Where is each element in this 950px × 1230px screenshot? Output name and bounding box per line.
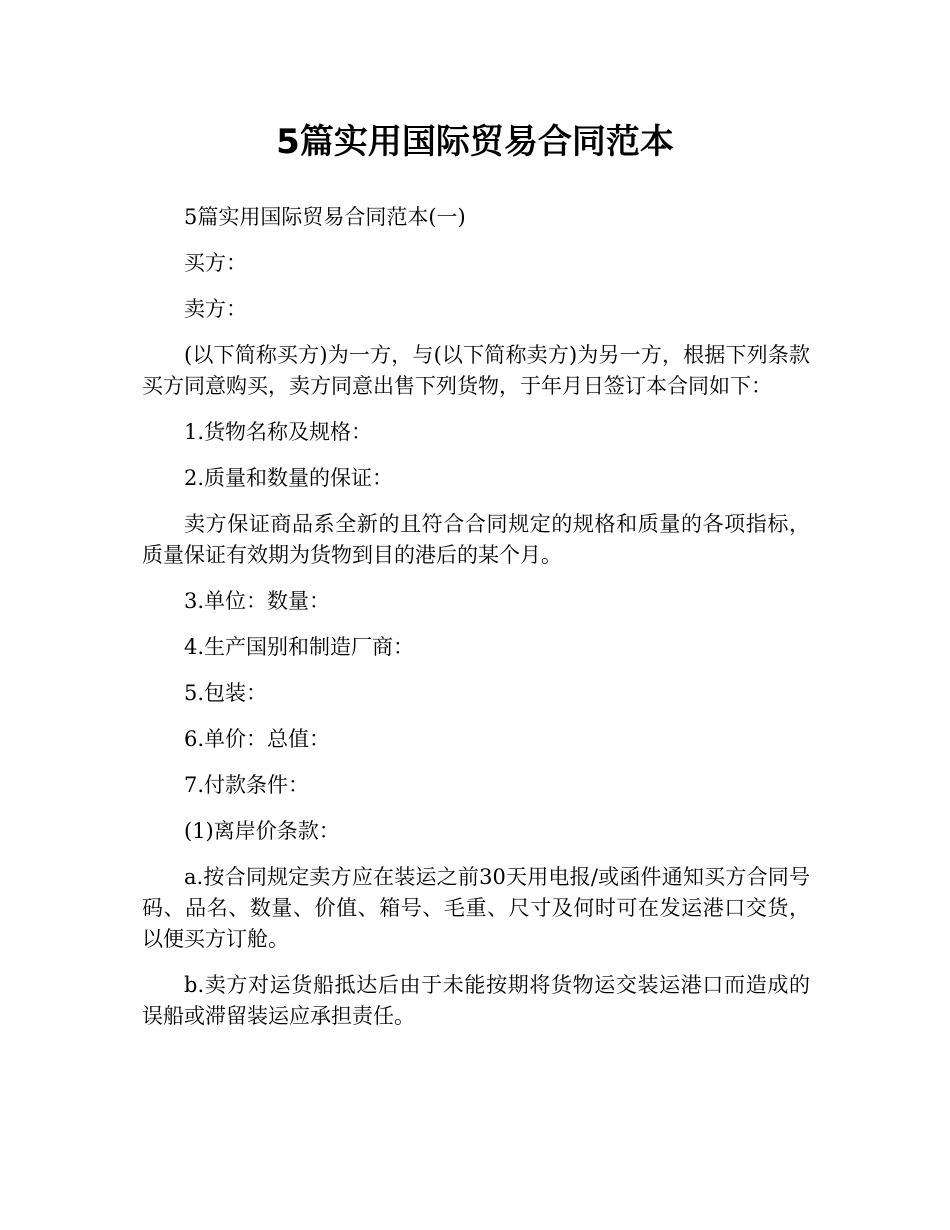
clause-goods-name: 1.货物名称及规格： [184,420,373,444]
document-body [142,202,810,1047]
subtitle-paragraph: 5篇实用国际贸易合同范本(一) [184,205,466,229]
fob-item-a: a.按合同规定卖方应在装运之前30天用电报/或函件通知买方合同号码、品名、数量、价值、箱号、毛重、尺寸及何时可在发运港口交货，以便买方订舱。 [142,865,810,951]
fob-item-b: b.卖方对运货船抵达后由于未能按期将货物运交装运港口而造成的误船或滞留装运应承担责任。 [142,973,810,1028]
document-title: 5篇实用国际贸易合同范本 [276,122,674,162]
seller-line: 卖方： [184,297,247,321]
clause-origin-manufacturer: 4.生产国别和制造厂商： [184,635,415,659]
clause-fob-terms: (1)离岸价条款： [184,819,340,843]
clause-packing: 5.包装： [184,681,268,705]
clause-payment-terms: 7.付款条件： [184,773,310,797]
preamble-paragraph: (以下简称买方)为一方，与(以下简称卖方)为另一方，根据下列条款买方同意购买，卖方同意出售下列货物，于年月日签订本合同如下： [142,343,810,398]
quality-guarantee-text: 卖方保证商品系全新的且符合合同规定的规格和质量的各项指标，质量保证有效期为货物到目的港后的某个月。 [142,512,810,567]
clause-unit-quantity: 3.单位：数量： [184,589,331,613]
clause-price: 6.单价：总值： [184,727,331,751]
buyer-line: 买方： [184,251,247,275]
clause-quality-guarantee: 2.质量和数量的保证： [184,466,394,490]
